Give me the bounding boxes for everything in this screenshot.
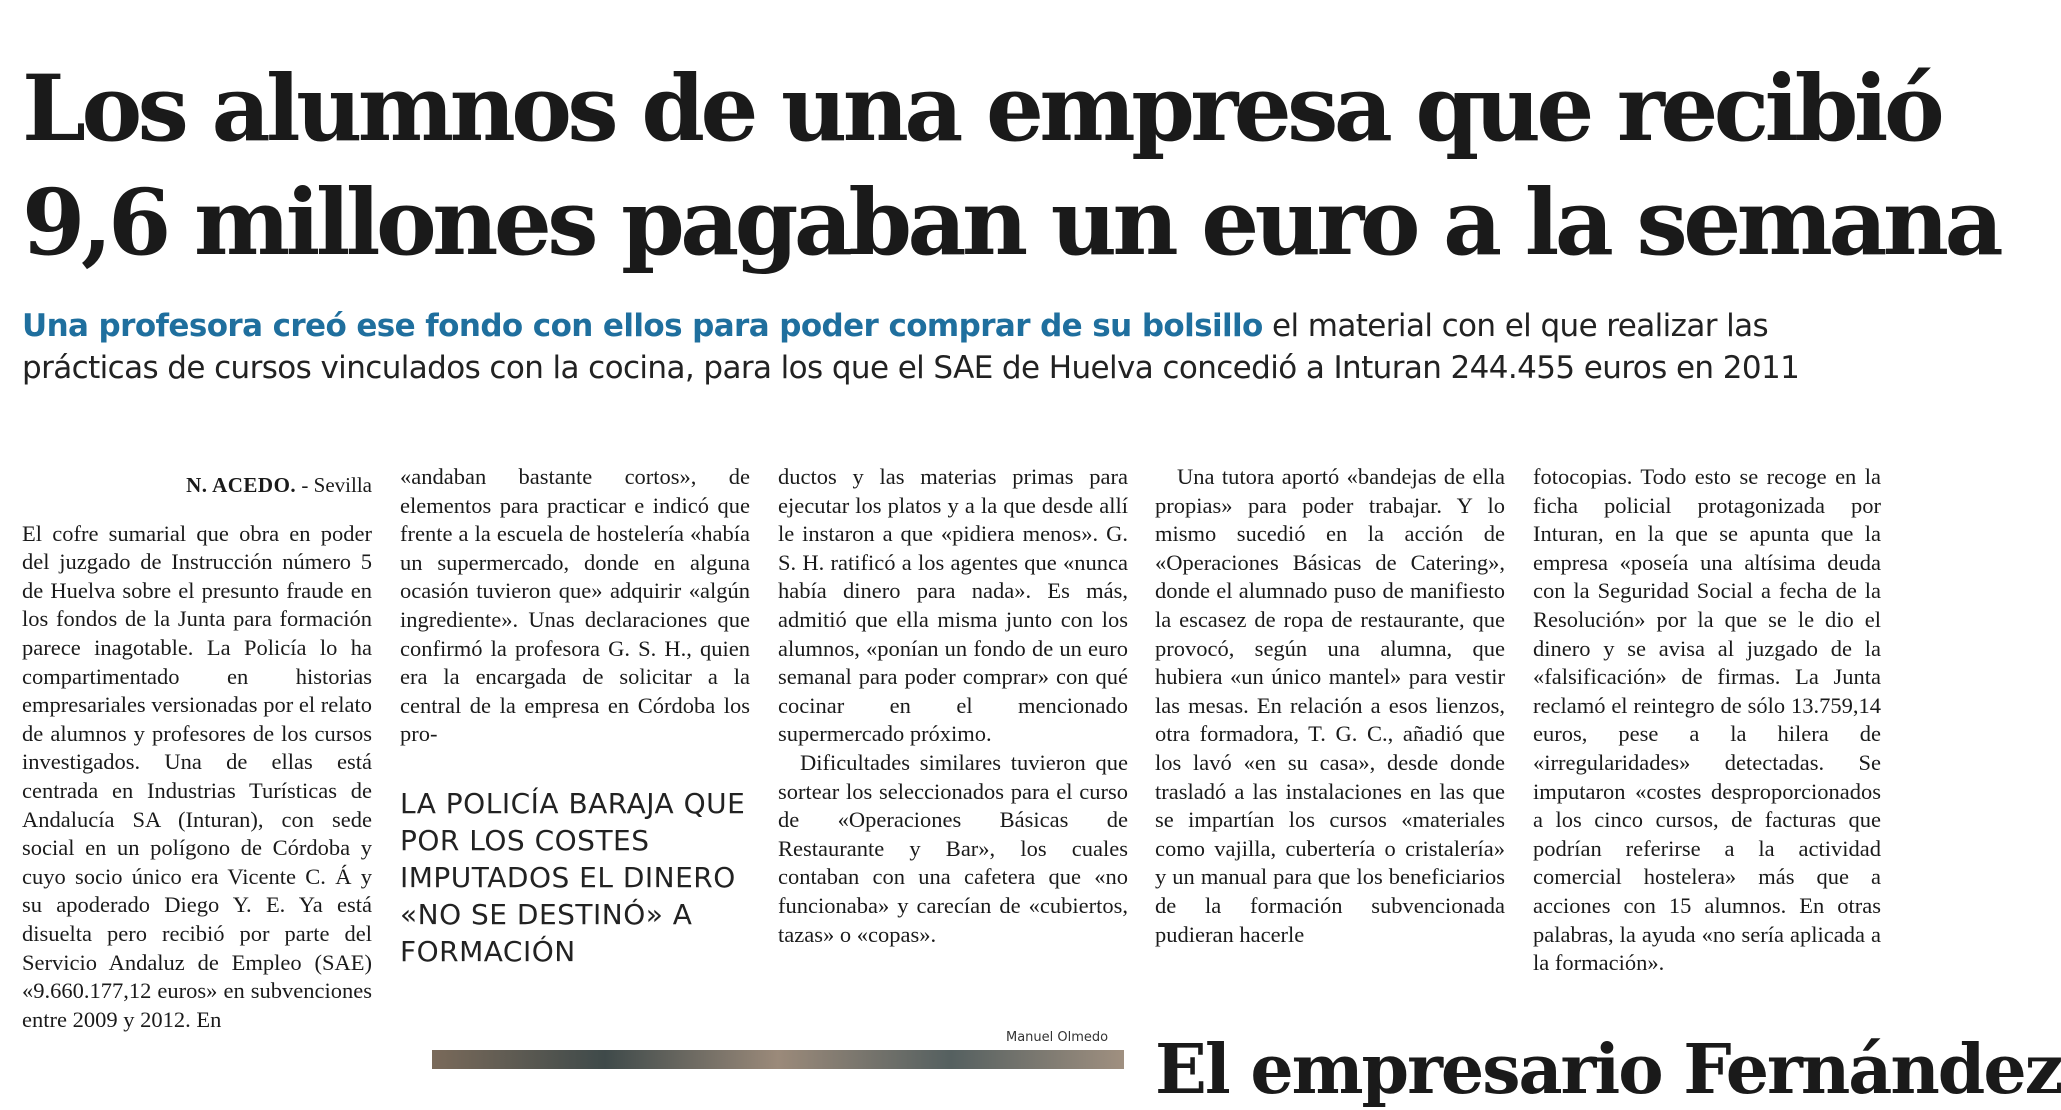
article-column-4 xyxy=(1155,463,1505,949)
next-article-headline: El empresario Fernández xyxy=(1155,1030,2061,1110)
subheadline-rest: el material con el que realizar las prácticas de cursos vinculados con la cocina, para los que el SAE de Huelva concedió a Inturan 244.455 euros en 2011 xyxy=(22,308,1800,386)
column-5-paragraph: fotocopias. Todo esto se recoge en la ficha policial protagonizada por Inturan, en la que se apunta que la empresa «poseía una altísima deuda con la Seguridad Social a fecha de la Resolución» por la que se le dio el dinero y se avisa al juzgado de la «falsificación» de firmas. La Junta reclamó el reintegro de sólo 13.759,14 euros, pese a la hilera de «irregularidades» detectadas. Se imputaron «costes desproporcionados a los cinco cursos, de facturas que podrían referirse a la actividad comercial hostelera» más que a acciones con 15 alumnos. En otras palabras, la ayuda «no sería aplicada a la formación». xyxy=(1533,464,1881,976)
byline-location: - Sevilla xyxy=(296,473,372,497)
column-3-paragraph-1: ductos y las materias primas para ejecutar los platos y a la que desde allí le instaron a que «pidiera menos». G. S. H. ratificó a los agentes que «nunca había dinero para nada». Es más, admitió que ella misma junto con los alumnos, «ponían un fondo de un euro semanal para poder comprar» con qué cocinar en el mencionado supermercado próximo. xyxy=(778,464,1128,747)
headline xyxy=(22,52,2000,280)
article-photo xyxy=(432,1050,1124,1069)
subheadline xyxy=(22,305,1882,389)
headline-line-2: 9,6 millones pagaban un euro a la semana xyxy=(22,170,2000,276)
column-2-paragraph: «andaban bastante cortos», de elementos para practicar e indicó que frente a la escuela de hostelería «había un supermercado, donde en alguna ocasión tuvieron que» adquirir «algún ingrediente». Unas declaraciones que confirmó la profesora G. S. H., quien era la encargada de solicitar a la central de la empresa en Córdoba los pro- xyxy=(400,464,750,747)
pull-quote: LA POLICÍA BARAJA QUE POR LOS COSTES IMPUTADOS EL DINERO «NO SE DESTINÓ» A FORMACIÓN xyxy=(400,786,746,968)
article-column-5 xyxy=(1533,463,1881,978)
headline-line-1: Los alumnos de una empresa que recibió xyxy=(22,56,1941,162)
byline-author: N. ACEDO. xyxy=(186,473,297,497)
column-1-paragraph: El cofre sumarial que obra en poder del juzgado de Instrucción número 5 de Huelva sobre el presunto fraude en los fondos de la Junta para formación parece inagotable. La Policía lo ha compartimentado en historias empresariales versionadas por el relato de alumnos y profesores de los cursos investigados. Una de ellas está centrada en Industrias Turísticas de Andalucía SA (Inturan), con sede social en un polígono de Córdoba y cuyo socio único era Vicente C. Á y su apoderado Diego Y. E. Ya está disuelta pero recibió por parte del Servicio Andaluz de Empleo (SAE) «9.660.177,12 euros» en subvenciones entre 2009 y 2012. En xyxy=(22,520,372,1032)
article-column-1 xyxy=(22,463,372,1034)
article-column-3 xyxy=(778,463,1128,949)
column-4-paragraph: Una tutora aportó «bandejas de ella propias» para poder trabajar. Y lo mismo sucedió en la acción de «Operaciones Básicas de Catering», donde el alumnado puso de manifiesto la escasez de ropa de restaurante, que provocó, según una alumna, que hubiera «un único mantel» para vestir las mesas. En relación a esos lienzos, otra formadora, T. G. C., añadió que los lavó «en su casa», desde donde trasladó a las instalaciones en las que se impartían los cursos «materiales como vajilla, cubertería o cristalería» y un manual para que los beneficiarios de la formación subvencionada pudieran hacerle xyxy=(1155,464,1505,947)
byline xyxy=(22,471,372,500)
column-3-paragraph-2: Dificultades similares tuvieron que sortear los seleccionados para el curso de «Operaciones Básicas de Restaurante y Bar», los cuales contaban con una cafetera que «no funcionaba» y carecían de «cubiertos, tazas» o «copas». xyxy=(778,749,1128,947)
article-column-2 xyxy=(400,463,750,970)
subheadline-highlight: Una profesora creó ese fondo con ellos para poder comprar de su bolsillo xyxy=(22,308,1263,344)
photo-credit: Manuel Olmedo xyxy=(1006,1030,1109,1045)
